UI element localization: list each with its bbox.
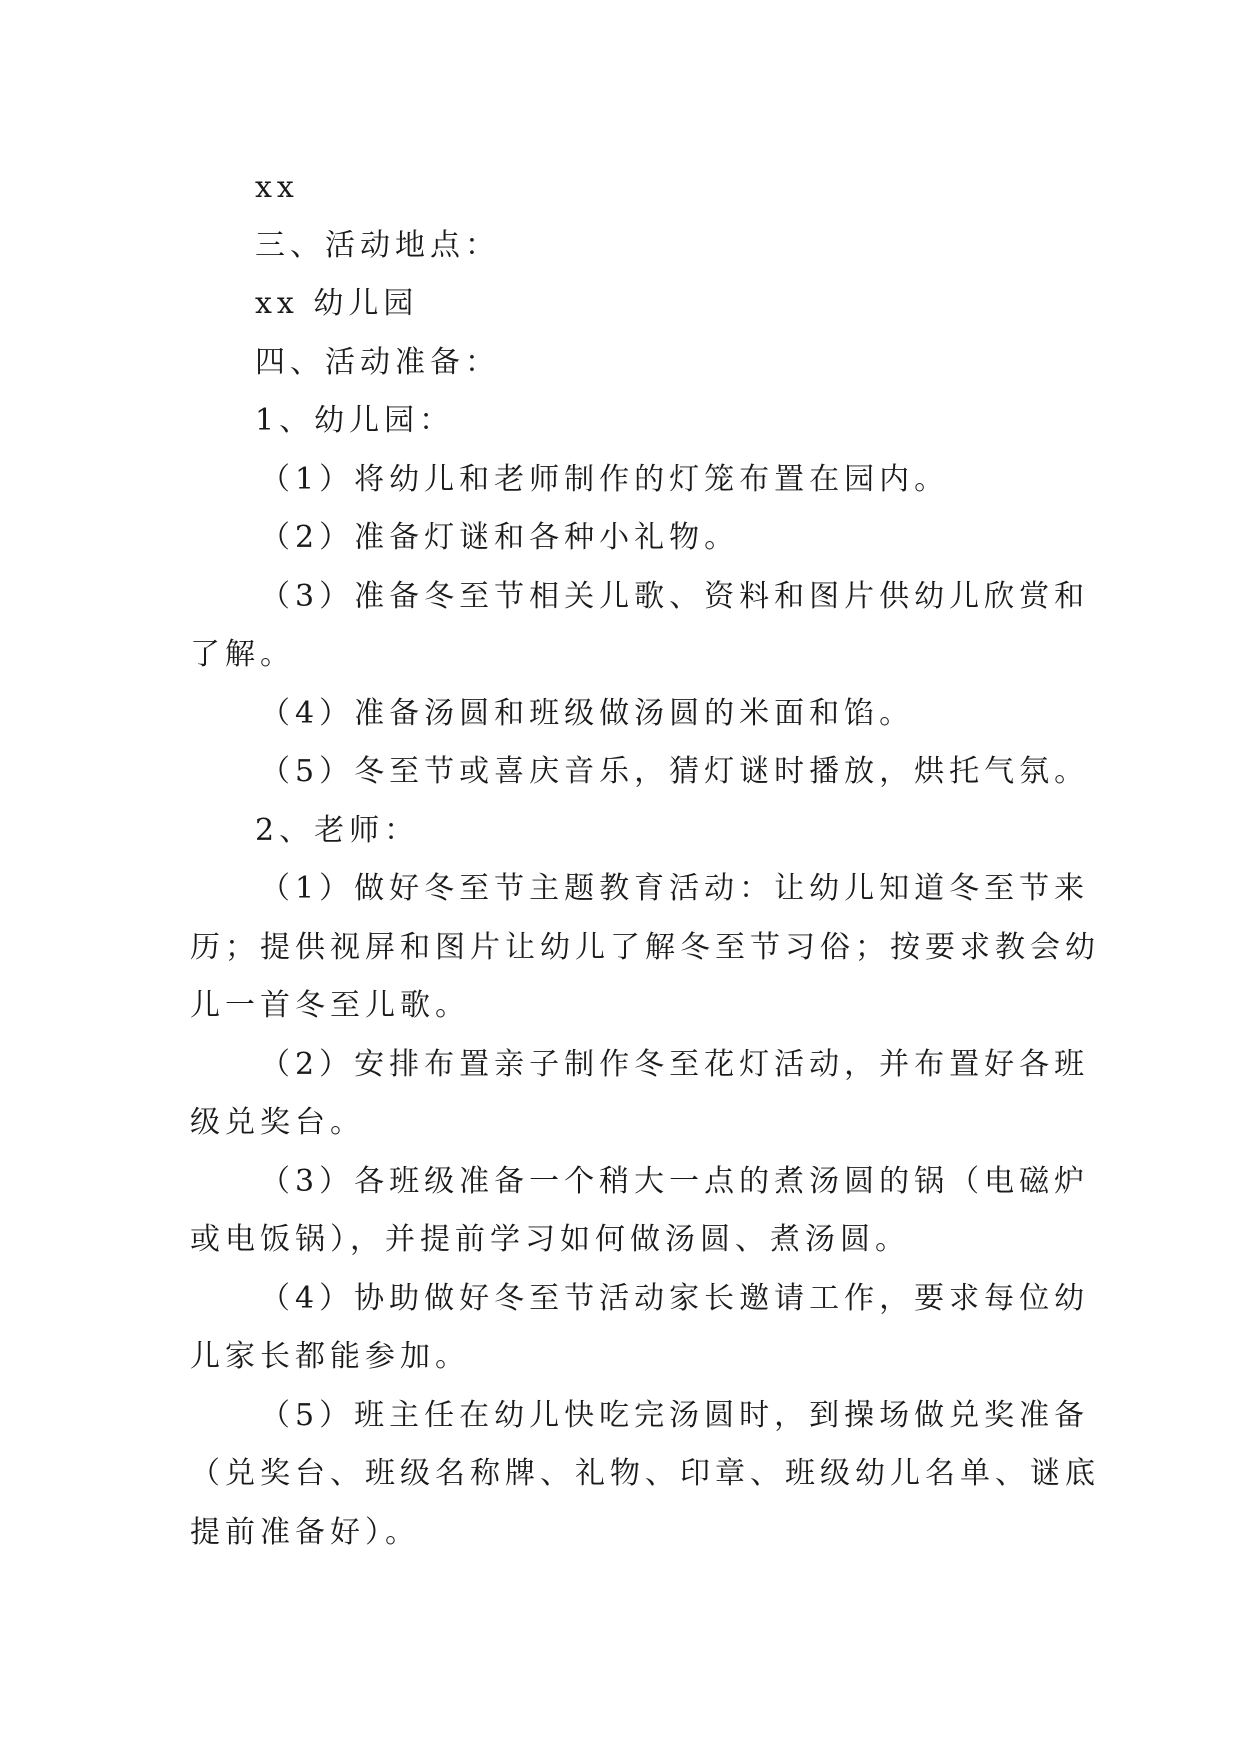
item-teacher-4: （4）协助做好冬至节活动家长邀请工作，要求每位幼: [260, 1281, 1090, 1316]
item-teacher-5-cont-2: 提前准备好）。: [190, 1515, 420, 1550]
subheading-kindergarten: 1、幼儿园：: [255, 403, 455, 438]
item-teacher-1: （1）做好冬至节主题教育活动：让幼儿知道冬至节来: [260, 871, 1090, 906]
item-kindergarten-5: （5）冬至节或喜庆音乐，猜灯谜时播放，烘托气氛。: [260, 754, 1090, 789]
item-teacher-3-cont: 或电饭锅），并提前学习如何做汤圆、煮汤圆。: [190, 1222, 910, 1257]
item-teacher-5: （5）班主任在幼儿快吃完汤圆时，到操场做兑奖准备: [260, 1398, 1090, 1433]
item-teacher-2: （2）安排布置亲子制作冬至花灯活动，并布置好各班: [260, 1047, 1090, 1082]
heading-activity-location: 三、活动地点：: [255, 228, 500, 263]
text-line-xx: xx: [255, 170, 299, 205]
item-teacher-3: （3）各班级准备一个稍大一点的煮汤圆的锅（电磁炉: [260, 1164, 1090, 1199]
item-teacher-5-cont-1: （兑奖台、班级名称牌、礼物、印章、班级幼儿名单、谜底: [190, 1456, 1100, 1491]
item-kindergarten-3-cont: 了解。: [190, 637, 295, 672]
item-kindergarten-1: （1）将幼儿和老师制作的灯笼布置在园内。: [260, 462, 950, 497]
item-teacher-2-cont: 级兑奖台。: [190, 1105, 365, 1140]
subheading-teacher: 2、老师：: [255, 813, 420, 848]
item-teacher-4-cont: 儿家长都能参加。: [190, 1339, 470, 1374]
item-teacher-1-cont-1: 历；提供视屏和图片让幼儿了解冬至节习俗；按要求教会幼: [190, 930, 1100, 965]
item-kindergarten-3: （3）准备冬至节相关儿歌、资料和图片供幼儿欣赏和: [260, 579, 1090, 614]
text-location-value: xx 幼儿园: [255, 286, 419, 321]
heading-activity-preparation: 四、活动准备：: [255, 345, 500, 380]
item-teacher-1-cont-2: 儿一首冬至儿歌。: [190, 988, 470, 1023]
item-kindergarten-2: （2）准备灯谜和各种小礼物。: [260, 520, 740, 555]
item-kindergarten-4: （4）准备汤圆和班级做汤圆的米面和馅。: [260, 696, 915, 731]
